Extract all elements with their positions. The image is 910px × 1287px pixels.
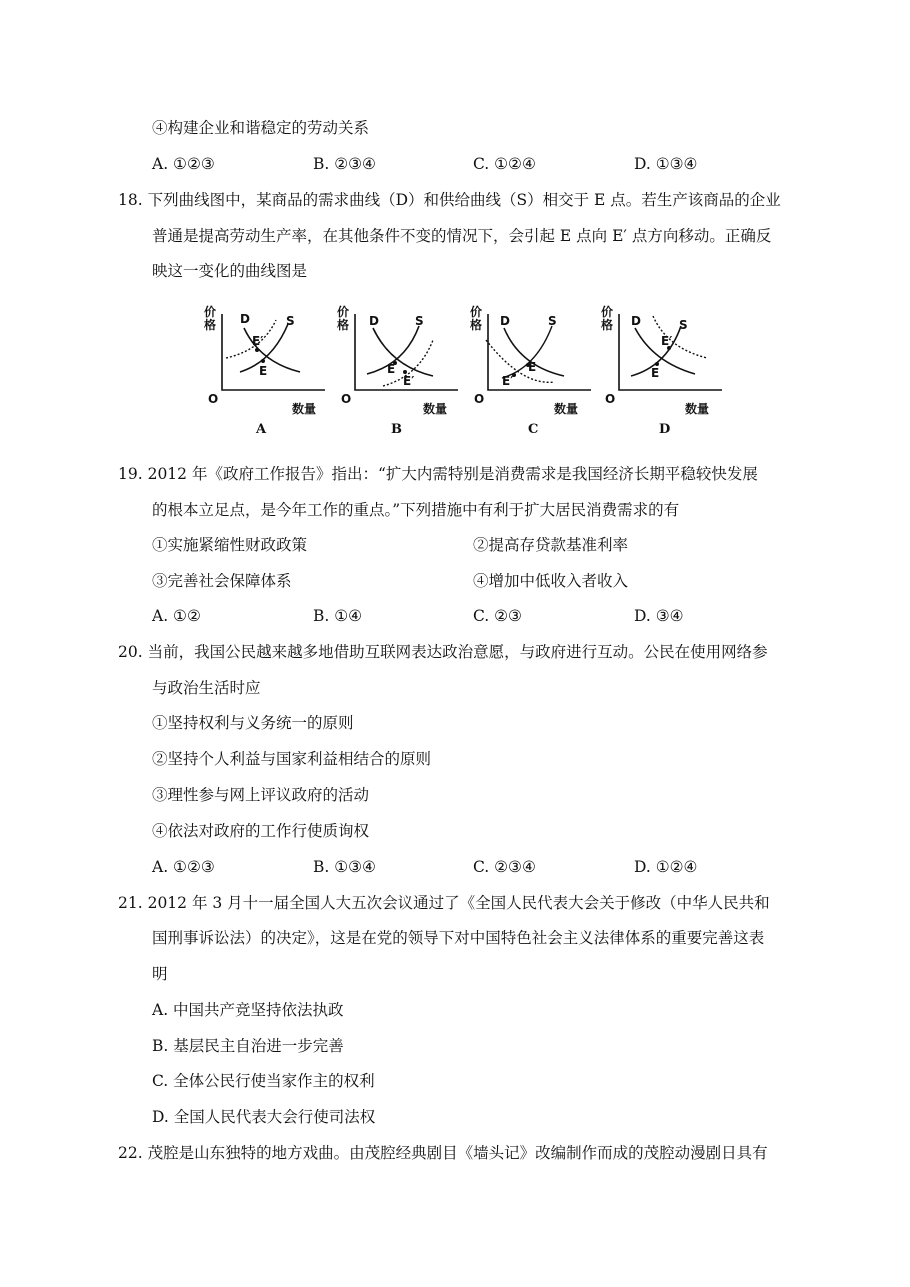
diagram-c-x-axis-label: 数量 (554, 402, 579, 416)
diagram-b-y-axis-label: 价格 (337, 305, 350, 332)
diagram-b (333, 300, 473, 442)
q19-option-d: D. ③④ (634, 607, 684, 625)
diagram-a-s-label: S (286, 314, 295, 328)
q19-option-b: B. ①④ (313, 607, 363, 625)
diagram-c (466, 300, 606, 442)
q19-item-1: ①实施紧缩性财政政策 (152, 536, 308, 554)
q21-option-a: A. 中国共产竞坚持依法执政 (152, 1001, 344, 1019)
diagram-b-s-label: S (415, 314, 424, 328)
q18-stem-line-1: 18. 下列曲线图中，某商品的需求曲线（D）和供给曲线（S）相交于 E 点。若生产该商品的企业 (118, 191, 781, 209)
q21-option-d: D. 全国人民代表大会行使司法权 (152, 1108, 376, 1126)
diagram-c-s-label: S (548, 314, 557, 328)
diagram-b-curves (333, 300, 473, 442)
diagram-a-point-e-prime (255, 348, 259, 352)
diagram-c-y-axis-label: 价格 (470, 305, 483, 332)
diagram-d (597, 300, 737, 442)
diagram-a (200, 300, 340, 442)
q20-option-b: B. ①③④ (313, 858, 376, 876)
q20-option-d: D. ①②④ (634, 858, 698, 876)
diagram-a-e-prime-label: E′ (252, 334, 264, 348)
q20-item-2: ②坚持个人利益与国家利益相结合的原则 (152, 750, 432, 768)
diagram-a-axes (222, 314, 325, 390)
q17-option-b: B. ②③④ (313, 155, 376, 173)
q21-stem-line-3: 明 (152, 965, 168, 983)
q17-option-c: C. ①②④ (473, 155, 536, 173)
q20-item-1: ①坚持权利与义务统一的原则 (152, 714, 354, 732)
diagram-d-x-axis-label: 数量 (685, 402, 710, 416)
q20-stem-line-1: 20. 当前，我国公民越来越多地借助互联网表达政治意愿，与政府进行互动。公民在使用网络参 (118, 643, 768, 661)
diagram-a-y-axis-label: 价格 (204, 305, 217, 332)
q20-option-a: A. ①②③ (152, 858, 215, 876)
diagram-a-curves (200, 300, 340, 442)
diagram-d-e-prime-label: E′ (661, 334, 673, 348)
q19-option-c: C. ②③ (473, 607, 522, 625)
diagram-b-caption: B (391, 422, 402, 437)
q19-item-4: ④增加中低收入者收入 (473, 572, 629, 590)
diagram-b-e-prime-label: E′ (403, 374, 415, 388)
diagram-d-y-axis-label: 价格 (601, 305, 614, 332)
diagram-a-d-label: D (240, 312, 250, 326)
diagram-a-origin: O (208, 392, 219, 406)
diagram-a-caption: A (256, 422, 267, 437)
diagram-a-e-label: E (259, 364, 268, 378)
diagram-b-d-label: D (369, 314, 379, 328)
q21-option-c: C. 全体公民行使当家作主的权利 (152, 1072, 375, 1090)
q18-stem-line-2: 普通是提高劳动生产率，在其他条件不变的情况下，会引起 E 点向 E′ 点方向移动。正确反 (152, 227, 772, 245)
q20-item-3: ③理性参与网上评议政府的活动 (152, 786, 370, 804)
q17-option-d: D. ①③④ (634, 155, 698, 173)
diagram-d-origin: O (605, 392, 616, 406)
diagram-a-point-e (261, 359, 265, 363)
diagram-d-d-label: D (631, 314, 641, 328)
q20-stem-line-2: 与政治生活时应 (152, 679, 261, 697)
diagram-c-d-label: D (500, 314, 510, 328)
q19-item-2: ②提高存贷款基准利率 (473, 536, 629, 554)
q22-stem-line-1: 22. 茂腔是山东独特的地方戏曲。由茂腔经典剧目《墙头记》改编制作而成的茂腔动漫剧日具有 (118, 1144, 768, 1162)
q20-item-4: ④依法对政府的工作行使质询权 (152, 822, 370, 840)
q21-stem-line-1: 21. 2012 年 3 月十一届全国人大五次会议通过了《全国人民代表大会关于修改（中华人民共和 (118, 894, 770, 912)
diagram-a-x-axis-label: 数量 (292, 402, 317, 416)
q18-stem-line-3: 映这一变化的曲线图是 (152, 262, 308, 280)
diagram-c-origin: O (474, 392, 485, 406)
diagram-c-e-label: E (528, 360, 537, 374)
q21-option-b: B. 基层民主自治进一步完善 (152, 1037, 344, 1055)
diagram-d-s-label: S (679, 318, 688, 332)
q17-option-a: A. ①②③ (152, 155, 215, 173)
diagram-b-origin: O (341, 392, 352, 406)
diagram-b-e-label: E (387, 362, 396, 376)
q21-stem-line-2: 国刑事诉讼法）的决定》，这是在党的领导下对中国特色社会主义法律体系的重要完善这表 (152, 929, 765, 947)
diagram-d-curves (597, 300, 737, 442)
q19-item-3: ③完善社会保障体系 (152, 572, 292, 590)
q19-stem-line-1: 19. 2012 年《政府工作报告》指出：“扩大内需特别是消费需求是我国经济长期平稳较快发展 (118, 465, 758, 483)
q17-item-4: ④构建企业和谐稳定的劳动关系 (152, 119, 370, 137)
diagram-d-caption: D (659, 422, 671, 437)
diagram-c-shifted-curve (486, 340, 554, 382)
diagram-c-caption: C (528, 422, 539, 437)
q19-stem-line-2: 的根本立足点，是今年工作的重点。”下列措施中有利于扩大居民消费需求的有 (152, 501, 680, 519)
diagram-b-x-axis-label: 数量 (423, 402, 448, 416)
diagram-c-e-prime-label: E′ (502, 374, 514, 388)
q20-option-c: C. ②③④ (473, 858, 536, 876)
diagram-d-e-label: E (651, 366, 660, 380)
q19-option-a: A. ①② (152, 607, 201, 625)
